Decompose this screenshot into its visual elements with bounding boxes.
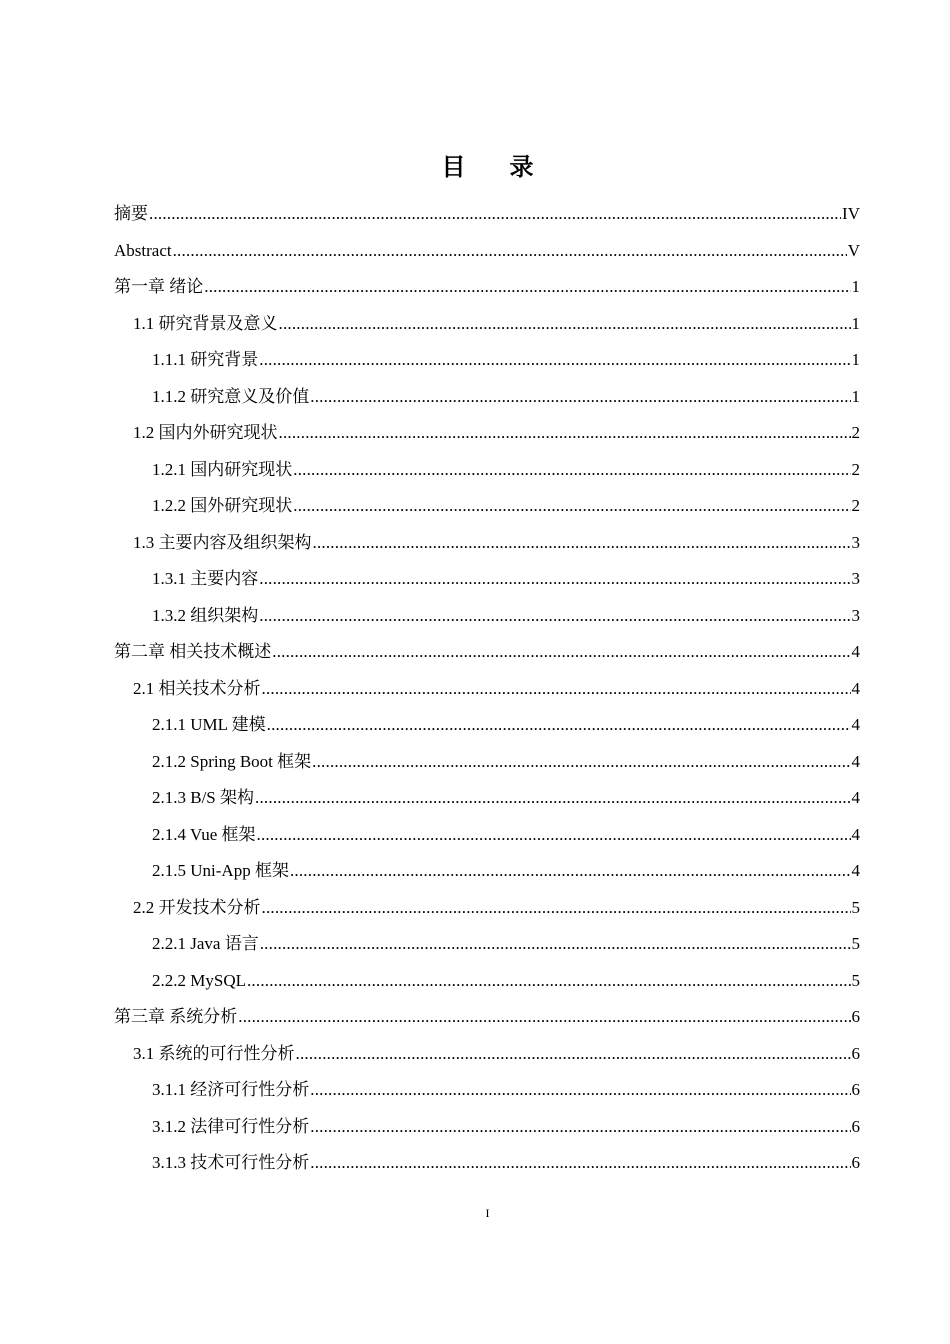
toc-entry[interactable] (114, 707, 860, 744)
toc-entry-label: 2.1.1 UML 建模 (152, 715, 266, 734)
toc-entry[interactable] (114, 999, 860, 1036)
dot-leader (262, 890, 851, 927)
toc-entry[interactable] (114, 780, 860, 817)
toc-entry-page-number: V (847, 240, 860, 260)
toc-entry[interactable] (114, 1072, 860, 1109)
toc-entry-page-number: 3 (851, 569, 860, 588)
toc-entry[interactable] (114, 744, 860, 781)
toc-entry[interactable] (114, 963, 860, 1000)
dot-leader (267, 707, 851, 744)
toc-entry-page-number: 4 (851, 678, 860, 698)
toc-entry[interactable] (114, 452, 860, 489)
toc-entry-page-number: 6 (851, 1116, 860, 1136)
dot-leader (259, 342, 850, 379)
toc-entry[interactable] (114, 269, 860, 306)
toc-entry-page-number: 1 (851, 313, 860, 333)
toc-entry-label: 1.1 研究背景及意义 (133, 313, 278, 333)
toc-entry-page-number: 6 (851, 1043, 860, 1063)
toc-entry-page-number: 2 (851, 423, 860, 442)
toc-entry-label: 2.2.2 MySQL (152, 970, 246, 990)
toc-entry[interactable] (114, 926, 860, 963)
dot-leader (255, 780, 850, 817)
toc-entry-page-number: 2 (851, 459, 860, 479)
toc-entry-label: 1.3 主要内容及组织架构 (133, 532, 312, 552)
dot-leader (310, 1145, 850, 1182)
toc-entry-label: 3.1.1 经济可行性分析 (152, 1080, 310, 1099)
dot-leader (296, 1036, 851, 1073)
toc-entry-page-number: 6 (851, 1080, 860, 1099)
dot-leader (310, 379, 850, 416)
toc-entry-page-number: 1 (851, 350, 860, 369)
toc-entry-label: 1.2 国内外研究现状 (133, 423, 278, 442)
page-title-part-1: 目 (441, 155, 466, 181)
toc-entry-label: 1.1.1 研究背景 (152, 350, 259, 369)
toc-entry-label: Abstract (114, 240, 172, 260)
toc-entry[interactable] (114, 890, 860, 927)
dot-leader (272, 634, 850, 671)
toc-entry-page-number: 4 (851, 861, 860, 880)
dot-leader (262, 671, 851, 708)
dot-leader (259, 561, 850, 598)
toc-entry-label: 第一章 绪论 (114, 277, 204, 296)
toc-entry[interactable] (114, 488, 860, 525)
toc-entry-label: 2.1 相关技术分析 (133, 678, 261, 698)
dot-leader (313, 525, 851, 562)
toc-entry-label: 2.2 开发技术分析 (133, 897, 261, 917)
toc-entry-page-number: IV (842, 204, 860, 223)
dot-leader (310, 1072, 850, 1109)
footer-page-number: I (485, 1206, 490, 1220)
toc-entry-label: 3.1 系统的可行性分析 (133, 1043, 295, 1063)
toc-entry-page-number: 4 (851, 751, 860, 771)
dot-leader (257, 817, 851, 854)
toc-entry-page-number: 6 (851, 1007, 860, 1026)
toc-entry-page-number: 4 (851, 788, 860, 807)
toc-entry[interactable] (114, 306, 860, 343)
toc-entry-label: 1.2.2 国外研究现状 (152, 496, 293, 515)
toc-entry-label: 1.3.2 组织架构 (152, 605, 259, 625)
toc-entry[interactable] (114, 634, 860, 671)
table-of-contents (114, 196, 860, 1182)
toc-entry[interactable] (114, 561, 860, 598)
dot-leader (279, 415, 851, 452)
toc-entry[interactable] (114, 233, 860, 270)
dot-leader (310, 1109, 850, 1146)
dot-leader (290, 853, 851, 890)
toc-entry-label: 1.2.1 国内研究现状 (152, 459, 293, 479)
toc-entry-page-number: 3 (851, 532, 860, 552)
toc-entry-label: 第三章 系统分析 (114, 1007, 238, 1026)
toc-entry[interactable] (114, 525, 860, 562)
toc-entry[interactable] (114, 853, 860, 890)
toc-entry-label: 2.1.3 B/S 架构 (152, 788, 255, 807)
dot-leader (149, 196, 841, 233)
toc-entry-label: 第二章 相关技术概述 (114, 642, 272, 661)
toc-entry[interactable] (114, 1145, 860, 1182)
toc-entry[interactable] (114, 196, 860, 233)
toc-entry-page-number: 4 (851, 642, 860, 661)
toc-entry[interactable] (114, 598, 860, 635)
toc-entry-label: 摘要 (114, 204, 148, 223)
toc-entry[interactable] (114, 379, 860, 416)
toc-entry-label: 1.1.2 研究意义及价值 (152, 386, 310, 406)
page-title-part-2: 录 (509, 155, 534, 181)
toc-entry-label: 3.1.3 技术可行性分析 (152, 1153, 310, 1172)
toc-entry-page-number: 1 (851, 386, 860, 406)
dot-leader (247, 963, 851, 1000)
toc-entry-page-number: 3 (851, 605, 860, 625)
toc-entry-label: 2.1.4 Vue 框架 (152, 824, 256, 844)
dot-leader (312, 744, 850, 781)
toc-entry[interactable] (114, 415, 860, 452)
toc-entry-page-number: 2 (851, 496, 860, 515)
toc-entry-page-number: 1 (851, 277, 860, 296)
dot-leader (173, 233, 847, 270)
toc-entry-page-number: 5 (851, 897, 860, 917)
toc-entry[interactable] (114, 342, 860, 379)
page-title (0, 147, 950, 182)
toc-entry-label: 3.1.2 法律可行性分析 (152, 1116, 310, 1136)
toc-entry-label: 1.3.1 主要内容 (152, 569, 259, 588)
dot-leader (204, 269, 850, 306)
dot-leader (293, 452, 850, 489)
dot-leader (293, 488, 850, 525)
toc-entry-label: 2.1.2 Spring Boot 框架 (152, 751, 312, 771)
toc-entry[interactable] (114, 1109, 860, 1146)
toc-entry-label: 2.2.1 Java 语言 (152, 934, 259, 953)
toc-entry-label: 2.1.5 Uni-App 框架 (152, 861, 289, 880)
dot-leader (259, 598, 850, 635)
toc-entry-page-number: 4 (851, 824, 860, 844)
toc-entry[interactable] (114, 1036, 860, 1073)
toc-entry-page-number: 5 (851, 970, 860, 990)
toc-entry-page-number: 5 (851, 934, 860, 953)
toc-entry[interactable] (114, 671, 860, 708)
toc-entry-page-number: 4 (851, 715, 860, 734)
dot-leader (260, 926, 851, 963)
toc-entry[interactable] (114, 817, 860, 854)
toc-entry-page-number: 6 (851, 1153, 860, 1172)
dot-leader (279, 306, 851, 343)
dot-leader (238, 999, 850, 1036)
